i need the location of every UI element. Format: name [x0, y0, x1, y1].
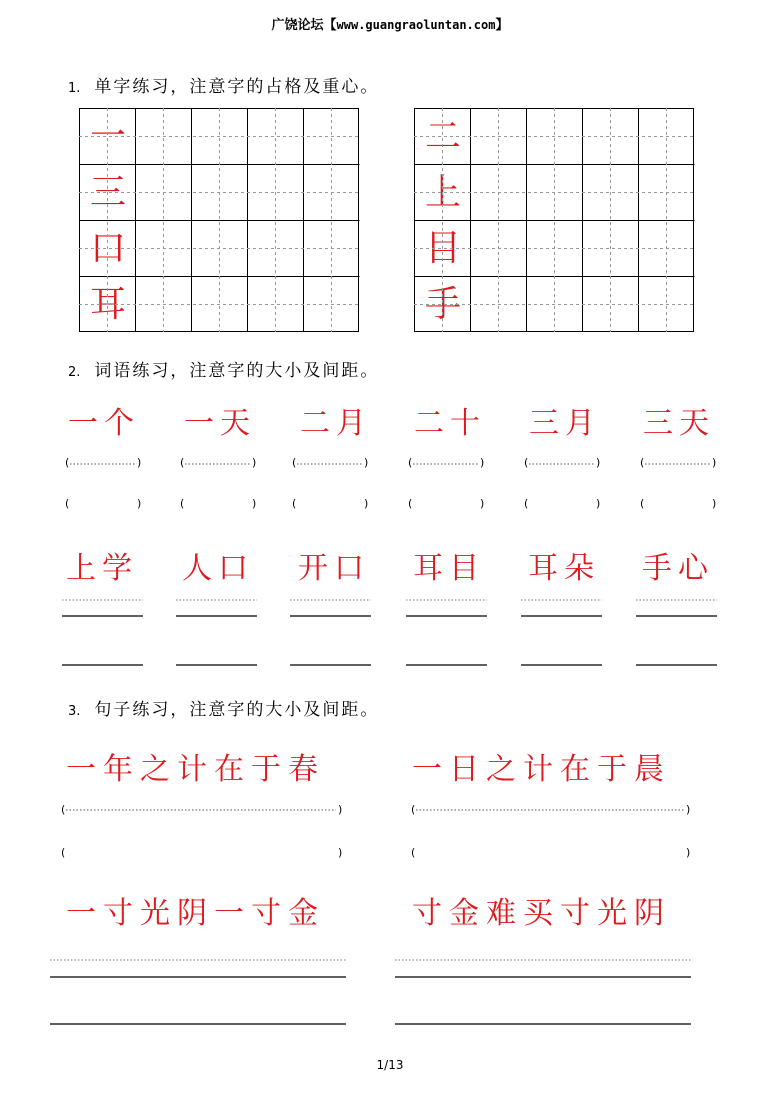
- grid-char: 口: [89, 228, 126, 269]
- paren-close: ): [252, 497, 257, 510]
- section3-title: 句子练习，注意字的大小及间距。: [94, 700, 380, 720]
- paren-open: (: [524, 456, 529, 469]
- paren-close: ): [338, 846, 343, 859]
- paren-open: (: [65, 497, 70, 510]
- grid-char: 上: [424, 172, 461, 213]
- paren-open: (: [408, 497, 413, 510]
- paren-close: ): [686, 803, 691, 816]
- grid-char: 二: [424, 116, 461, 157]
- paren-open: (: [640, 456, 645, 469]
- section2-heading: [68, 356, 379, 381]
- section1-number: 1.: [68, 81, 81, 96]
- paren-open: (: [180, 456, 185, 469]
- page-number: 1/13: [376, 1058, 404, 1072]
- grid-char: 三: [89, 172, 126, 213]
- paren-close: ): [596, 497, 601, 510]
- grid-char: 耳: [89, 284, 126, 325]
- paren-close: ): [338, 803, 343, 816]
- word-item: 上学: [66, 551, 138, 586]
- grid-char: 手: [424, 284, 461, 325]
- paren-open: (: [180, 497, 185, 510]
- paren-open: (: [292, 497, 297, 510]
- word-item: 耳朵: [528, 551, 600, 586]
- paren-close: ): [480, 456, 485, 469]
- word-item: 一个: [68, 406, 140, 441]
- grid-char: 一: [89, 116, 126, 157]
- sentence-item: 一寸光阴一寸金: [66, 896, 325, 931]
- paren-close: ): [364, 456, 369, 469]
- paren-open: (: [292, 456, 297, 469]
- header-site: 广饶论坛【: [271, 18, 337, 33]
- section2-title: 词语练习，注意字的大小及间距。: [94, 361, 380, 381]
- word-item: 开口: [298, 551, 370, 586]
- paren-open: (: [411, 846, 416, 859]
- word-item: 手心: [642, 551, 714, 586]
- header-url[interactable]: www.guangraoluntan.com: [336, 18, 496, 32]
- paren-open: (: [408, 456, 413, 469]
- section3-heading: [68, 695, 379, 720]
- word-item: 耳目: [413, 551, 485, 586]
- grid-char: 目: [424, 228, 461, 269]
- paren-close: ): [596, 456, 601, 469]
- paren-open: (: [411, 803, 416, 816]
- paren-close: ): [137, 456, 142, 469]
- section2-number: 2.: [68, 365, 81, 380]
- section3-number: 3.: [68, 704, 81, 719]
- paren-close: ): [252, 456, 257, 469]
- paren-open: (: [61, 846, 66, 859]
- paren-open: (: [524, 497, 529, 510]
- word-item: 二十: [414, 406, 486, 441]
- paren-close: ): [712, 497, 717, 510]
- paren-close: ): [137, 497, 142, 510]
- sentence-item: 寸金难买寸光阴: [412, 896, 671, 931]
- header-close: 】: [495, 18, 509, 33]
- section1-title: 单字练习，注意字的占格及重心。: [94, 77, 380, 97]
- paren-close: ): [712, 456, 717, 469]
- paren-open: (: [61, 803, 66, 816]
- word-item: 二月: [300, 406, 372, 441]
- paren-close: ): [480, 497, 485, 510]
- paren-open: (: [640, 497, 645, 510]
- paren-open: (: [65, 456, 70, 469]
- sentence-item: 一年之计在于春: [66, 752, 325, 787]
- paren-close: ): [364, 497, 369, 510]
- word-item: 三月: [529, 406, 601, 441]
- sentence-item: 一日之计在于晨: [412, 752, 671, 787]
- word-item: 人口: [182, 551, 254, 586]
- word-item: 一天: [184, 406, 256, 441]
- paren-close: ): [686, 846, 691, 859]
- word-item: 三天: [643, 406, 715, 441]
